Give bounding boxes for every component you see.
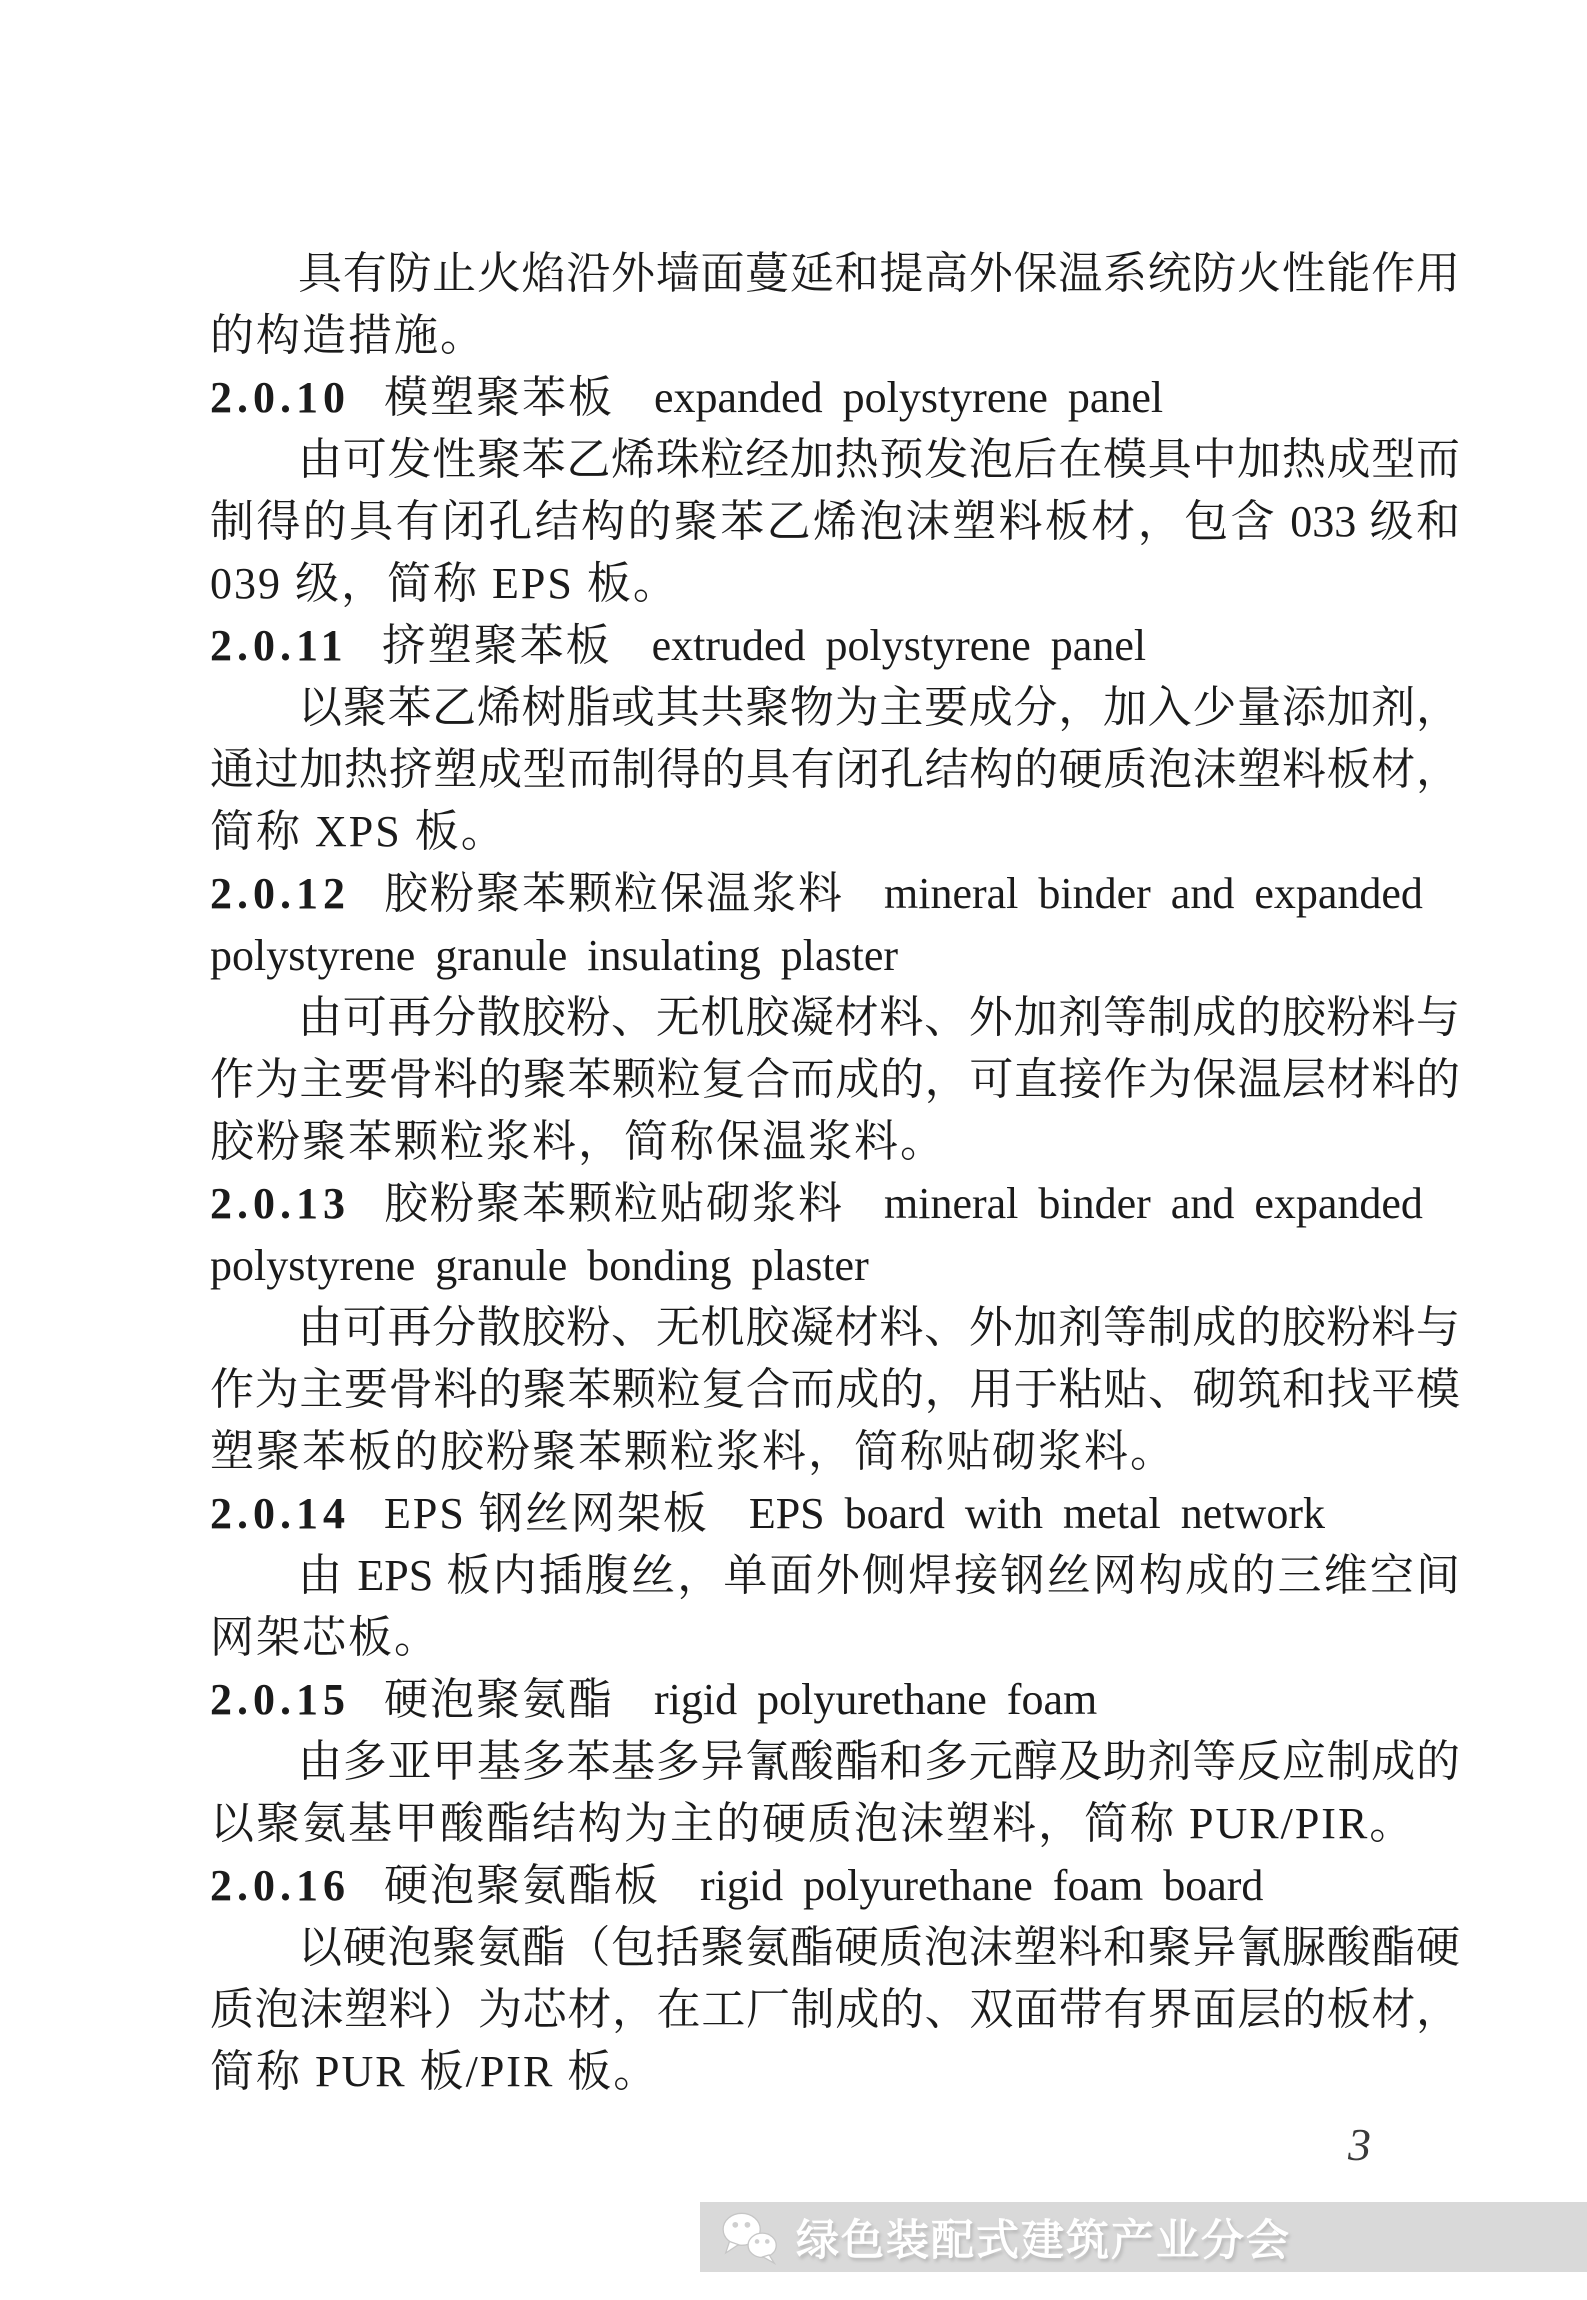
text-line: 作为主要骨料的聚苯颗粒复合而成的，用于粘贴、砌筑和找平模 bbox=[210, 1365, 1460, 1414]
term-chinese: 模塑聚苯板 bbox=[384, 373, 614, 422]
term-chinese: EPS 钢丝网架板 bbox=[384, 1489, 709, 1538]
term-heading-line bbox=[210, 615, 1460, 677]
text-line: 制得的具有闭孔结构的聚苯乙烯泡沫塑料板材，包含 033 级和 bbox=[210, 497, 1460, 546]
text-line: 胶粉聚苯颗粒浆料，简称保温浆料。 bbox=[210, 1117, 946, 1166]
text-line: 039 级，简称 EPS 板。 bbox=[210, 559, 679, 608]
term-english: expanded polystyrene panel bbox=[654, 373, 1164, 422]
term-number: 2.0.10 bbox=[210, 373, 350, 422]
term-number: 2.0.14 bbox=[210, 1489, 350, 1538]
text-line: polystyrene granule bonding plaster bbox=[210, 1241, 869, 1290]
footer-brand-bar bbox=[700, 2202, 1587, 2272]
term-chinese: 胶粉聚苯颗粒贴砌浆料 bbox=[384, 1179, 844, 1228]
term-heading-line bbox=[210, 1855, 1460, 1917]
term-heading-line bbox=[210, 367, 1460, 429]
text-line: 由可发性聚苯乙烯珠粒经加热预发泡后在模具中加热成型而 bbox=[298, 435, 1460, 484]
term-chinese: 硬泡聚氨酯板 bbox=[384, 1861, 660, 1910]
text-line: 由 EPS 板内插腹丝，单面外侧焊接钢丝网构成的三维空间 bbox=[298, 1551, 1460, 1600]
text-line: 简称 XPS 板。 bbox=[210, 807, 507, 856]
term-number: 2.0.16 bbox=[210, 1861, 350, 1910]
text-line: 作为主要骨料的聚苯颗粒复合而成的，可直接作为保温层材料的 bbox=[210, 1055, 1460, 1104]
text-line: 以聚氨基甲酸酯结构为主的硬质泡沫塑料，简称 PUR/PIR。 bbox=[210, 1799, 1416, 1848]
text-line: polystyrene granule insulating plaster bbox=[210, 931, 899, 980]
term-english: rigid polyurethane foam bbox=[654, 1675, 1098, 1724]
term-number: 2.0.12 bbox=[210, 869, 350, 918]
term-heading-line bbox=[210, 1669, 1460, 1731]
text-line: 由可再分散胶粉、无机胶凝材料、外加剂等制成的胶粉料与 bbox=[298, 1303, 1460, 1352]
footer-brand-text: 绿色装配式建筑产业分会 bbox=[796, 2216, 1291, 2265]
text-line: 具有防止火焰沿外墙面蔓延和提高外保温系统防火性能作用 bbox=[298, 249, 1460, 298]
term-english: mineral binder and expanded bbox=[884, 1179, 1423, 1228]
text-line: 由可再分散胶粉、无机胶凝材料、外加剂等制成的胶粉料与 bbox=[298, 993, 1460, 1042]
term-english: rigid polyurethane foam board bbox=[700, 1861, 1264, 1910]
text-line: 由多亚甲基多苯基多异氰酸酯和多元醇及助剂等反应制成的 bbox=[298, 1737, 1460, 1786]
term-english: EPS board with metal network bbox=[748, 1489, 1325, 1538]
term-number: 2.0.13 bbox=[210, 1179, 350, 1228]
text-line: 的构造措施。 bbox=[210, 311, 486, 360]
page-number: 3 bbox=[1348, 2119, 1371, 2170]
text-line: 以硬泡聚氨酯（包括聚氨酯硬质泡沫塑料和聚异氰脲酸酯硬 bbox=[298, 1923, 1460, 1972]
wechat-icon bbox=[718, 2208, 782, 2266]
term-chinese: 胶粉聚苯颗粒保温浆料 bbox=[384, 869, 844, 918]
text-line: 通过加热挤塑成型而制得的具有闭孔结构的硬质泡沫塑料板材， bbox=[210, 745, 1460, 794]
text-line: 简称 PUR 板/PIR 板。 bbox=[210, 2047, 660, 2096]
term-english: extruded polystyrene panel bbox=[651, 621, 1147, 670]
term-chinese: 硬泡聚氨酯 bbox=[384, 1675, 614, 1724]
text-line: 塑聚苯板的胶粉聚苯颗粒浆料，简称贴砌浆料。 bbox=[210, 1427, 1176, 1476]
text-line: 网架芯板。 bbox=[210, 1613, 440, 1662]
term-number: 2.0.11 bbox=[210, 621, 348, 670]
document-body bbox=[210, 243, 1460, 2103]
text-line: 质泡沫塑料）为芯材，在工厂制成的、双面带有界面层的板材， bbox=[210, 1985, 1460, 2034]
term-number: 2.0.15 bbox=[210, 1675, 350, 1724]
term-chinese: 挤塑聚苯板 bbox=[381, 621, 612, 670]
term-heading-line bbox=[210, 1173, 1460, 1235]
term-heading-line bbox=[210, 863, 1460, 925]
term-heading-line bbox=[210, 1483, 1460, 1545]
term-english: mineral binder and expanded bbox=[884, 869, 1423, 918]
text-line: 以聚苯乙烯树脂或其共聚物为主要成分，加入少量添加剂， bbox=[298, 683, 1460, 732]
